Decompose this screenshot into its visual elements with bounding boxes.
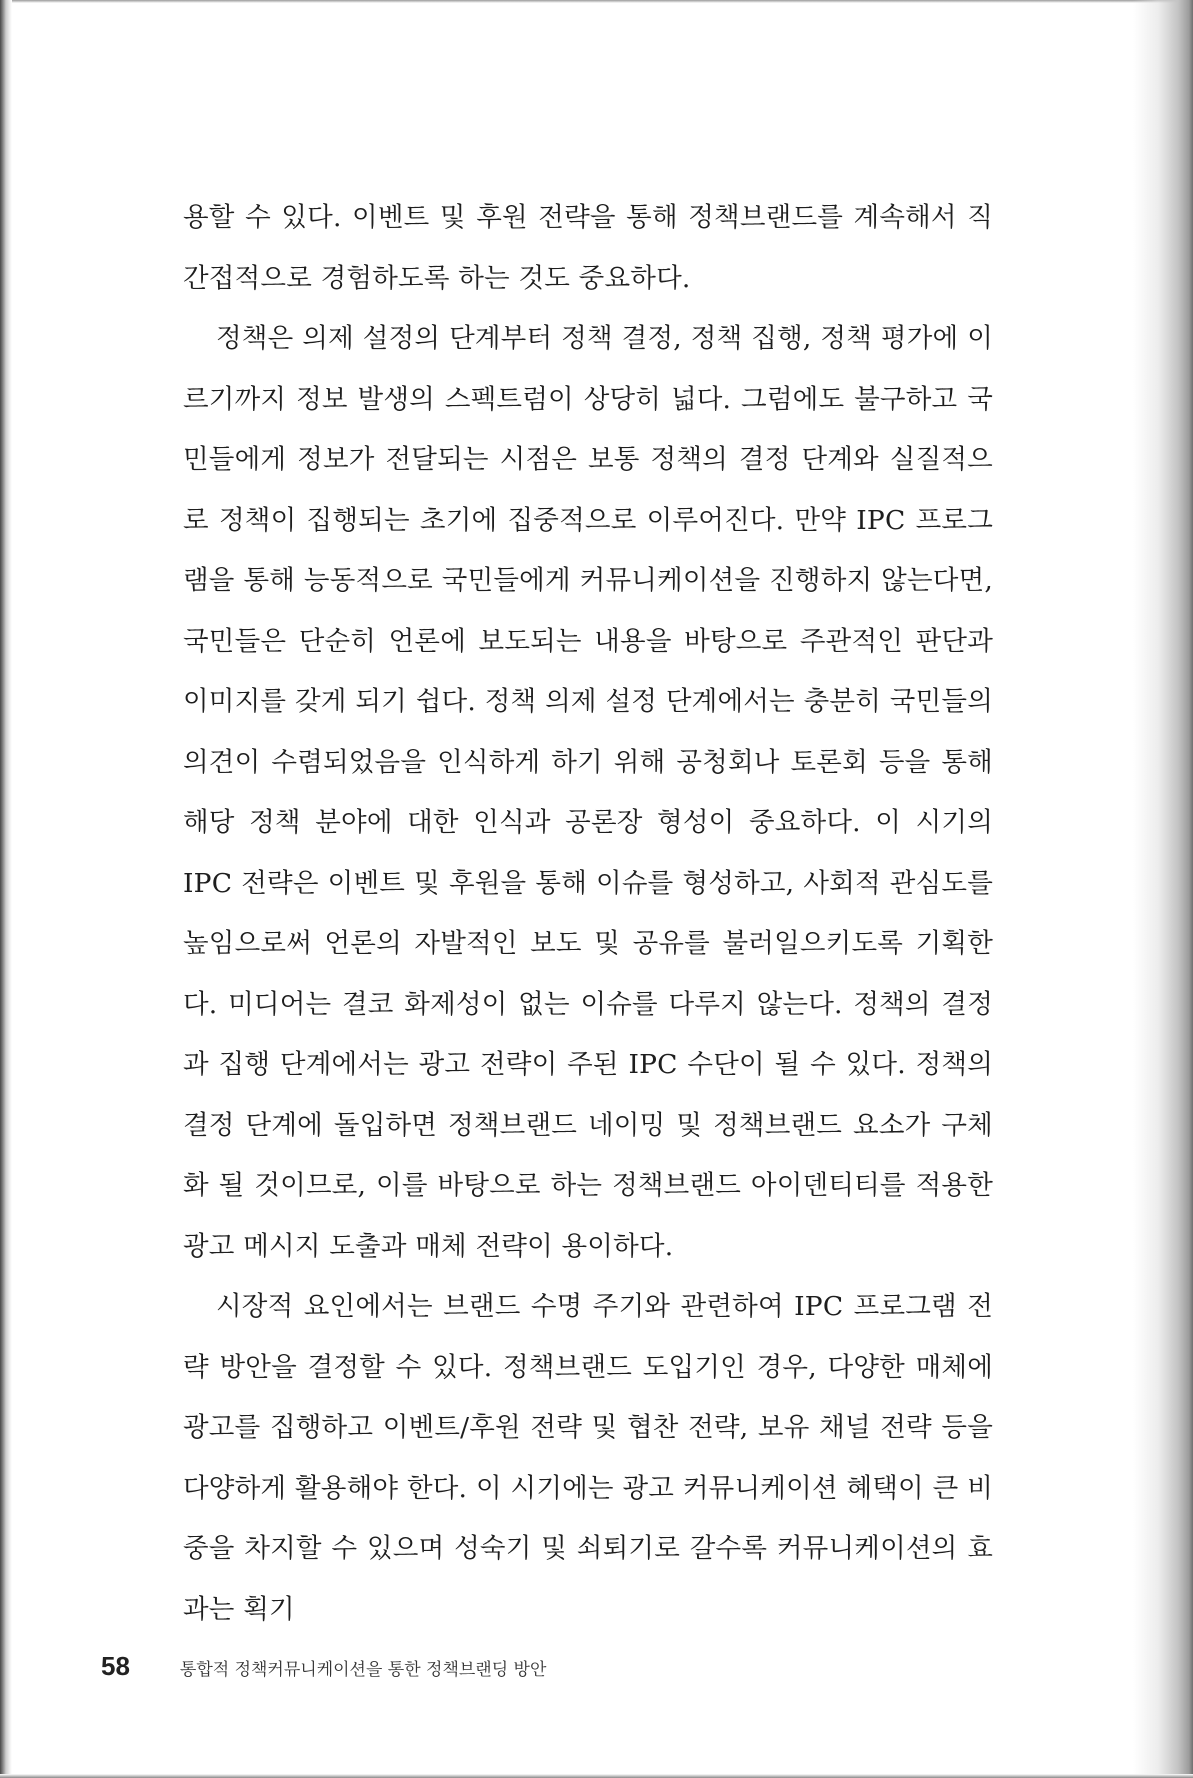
- body-text: [183, 188, 993, 1640]
- page-footer: [101, 1651, 546, 1687]
- page-number: 58: [101, 1651, 130, 1681]
- paragraph-policy-stages: 정책은 의제 설정의 단계부터 정책 결정, 정책 집행, 정책 평가에 이르기까지 정보 발생의 스펙트럼이 상당히 넓다. 그럼에도 불구하고 국민들에게 정보가 전달되는 시점은 보통 정책의 결정 단계와 실질적으로 정책이 집행되는 초기에 집중적으로 이루어진다. 만약 IPC 프로그램을 통해 능동적으로 국민들에게 커뮤니케이션을 진행하지 않는다면, 국민들은 단순히 언론에 보도되는 내용을 바탕으로 주관적인 판단과 이미지를 갖게 되기 쉽다. 정책 의제 설정 단계에서는 충분히 국민들의 의견이 수렴되었음을 인식하게 하기 위해 공청회나 토론회 등을 통해 해당 정책 분야에 대한 인식과 공론장 형성이 중요하다. 이 시기의 IPC 전략은 이벤트 및 후원을 통해 이슈를 형성하고, 사회적 관심도를 높임으로써 언론의 자발적인 보도 및 공유를 불러일으키도록 기획한다. 미디어는 결코 화제성이 없는 이슈를 다루지 않는다. 정책의 결정과 집행 단계에서는 광고 전략이 주된 IPC 수단이 될 수 있다. 정책의 결정 단계에 돌입하면 정책브랜드 네이밍 및 정책브랜드 요소가 구체화 될 것이므로, 이를 바탕으로 하는 정책브랜드 아이덴티티를 적용한 광고 메시지 도출과 매체 전략이 용이하다.: [183, 323, 993, 1262]
- paragraph-market-factors: 시장적 요인에서는 브랜드 수명 주기와 관련하여 IPC 프로그램 전략 방안을 결정할 수 있다. 정책브랜드 도입기인 경우, 다양한 매체에 광고를 집행하고 이벤트/후원 전략 및 협찬 전략, 보유 채널 전략 등을 다양하게 활용해야 한다. 이 시기에는 광고 커뮤니케이션 혜택이 큰 비중을 차지할 수 있으며 성숙기 및 쇠퇴기로 갈수록 커뮤니케이션의 효과는 획기: [183, 1291, 993, 1625]
- page-left-edge: [0, 0, 12, 1778]
- page-top-edge: [0, 0, 1193, 3]
- page-gutter-shadow: [1133, 0, 1193, 1778]
- paragraph-continuation: 용할 수 있다. 이벤트 및 후원 전략을 통해 정책브랜드를 계속해서 직간접적으로 경험하도록 하는 것도 중요하다.: [183, 202, 993, 294]
- page-bottom-edge: [0, 1774, 1193, 1778]
- running-title: 통합적 정책커뮤니케이션을 통한 정책브랜딩 방안: [179, 1660, 547, 1680]
